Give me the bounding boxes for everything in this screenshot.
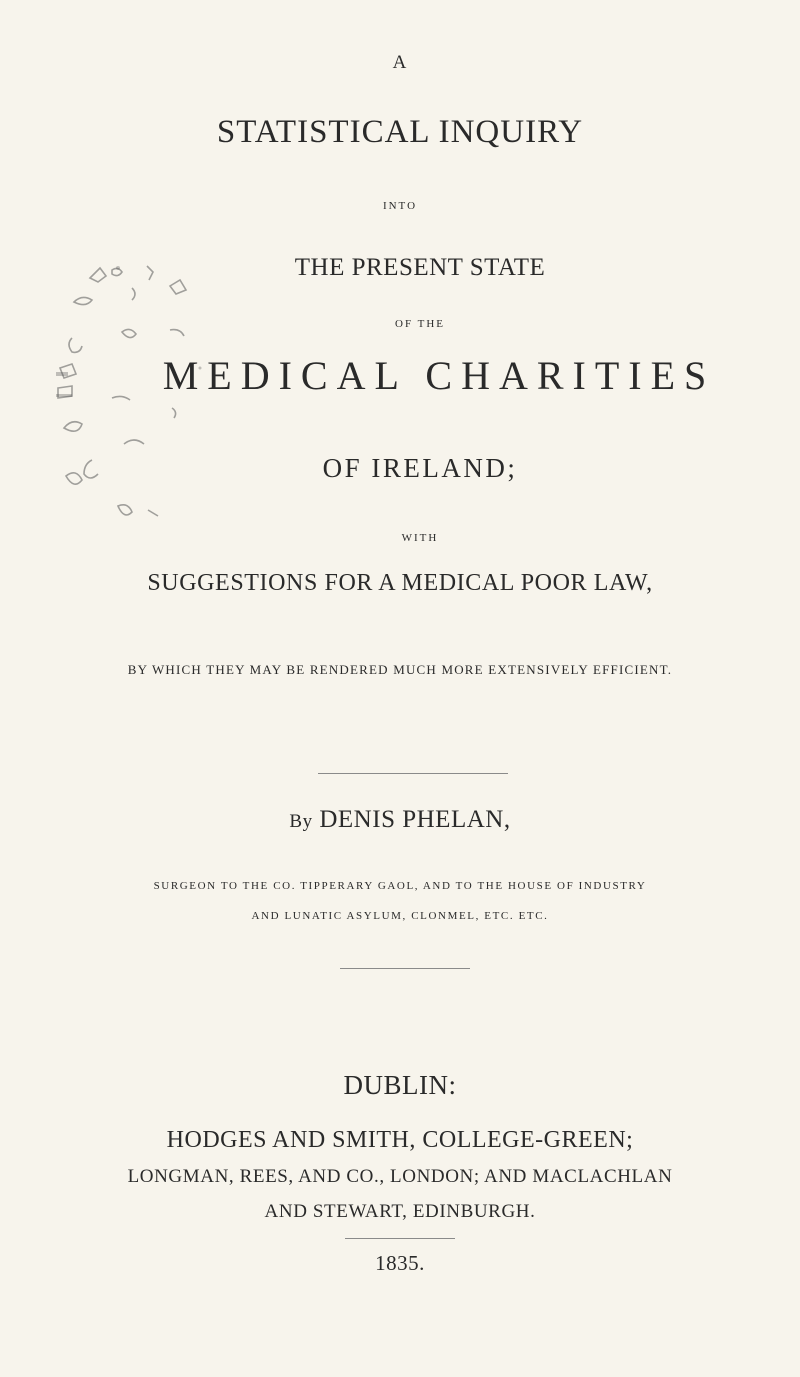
subtitle-2 [0, 655, 800, 685]
year-rule [345, 1238, 455, 1239]
imprint-publisher-2: LONGMAN, REES, AND CO., LONDON; AND MACLACHLAN [127, 1166, 673, 1187]
author-by: By [289, 811, 313, 832]
divider-rule [340, 968, 470, 969]
title-line-4: OF IRELAND; [322, 453, 518, 483]
author-line [0, 806, 800, 834]
author-description-2: AND LUNATIC ASYLUM, CLONMEL, ETC. ETC. [251, 910, 549, 922]
divider-rule [318, 773, 508, 774]
title-article: A [392, 52, 408, 73]
title-of-the: OF THE [395, 318, 445, 330]
imprint-publisher-3: AND STEWART, EDINBURGH. [264, 1201, 536, 1222]
library-stamp-mark [52, 248, 237, 548]
subtitle-2-text: BY WHICH THEY MAY BE RENDERED MUCH MORE EXTENSIVELY EFFICIENT. [127, 662, 673, 677]
subtitle-1: SUGGESTIONS FOR A MEDICAL POOR LAW, [147, 570, 653, 596]
title-into: INTO [382, 200, 418, 212]
title-with: WITH [401, 532, 439, 544]
imprint-year: 1835. [375, 1251, 425, 1275]
title-line-1: STATISTICAL INQUIRY [216, 114, 584, 150]
title-line-2: THE PRESENT STATE [294, 254, 546, 281]
author-description-1: SURGEON TO THE CO. TIPPERARY GAOL, AND TO THE HOUSE OF INDUSTRY [153, 880, 647, 892]
imprint-publisher-1: HODGES AND SMITH, COLLEGE-GREEN; [166, 1127, 634, 1153]
author-name: DENIS PHELAN, [319, 806, 511, 833]
title-line-3: MEDICAL CHARITIES [162, 353, 716, 398]
imprint-city: DUBLIN: [343, 1070, 457, 1100]
